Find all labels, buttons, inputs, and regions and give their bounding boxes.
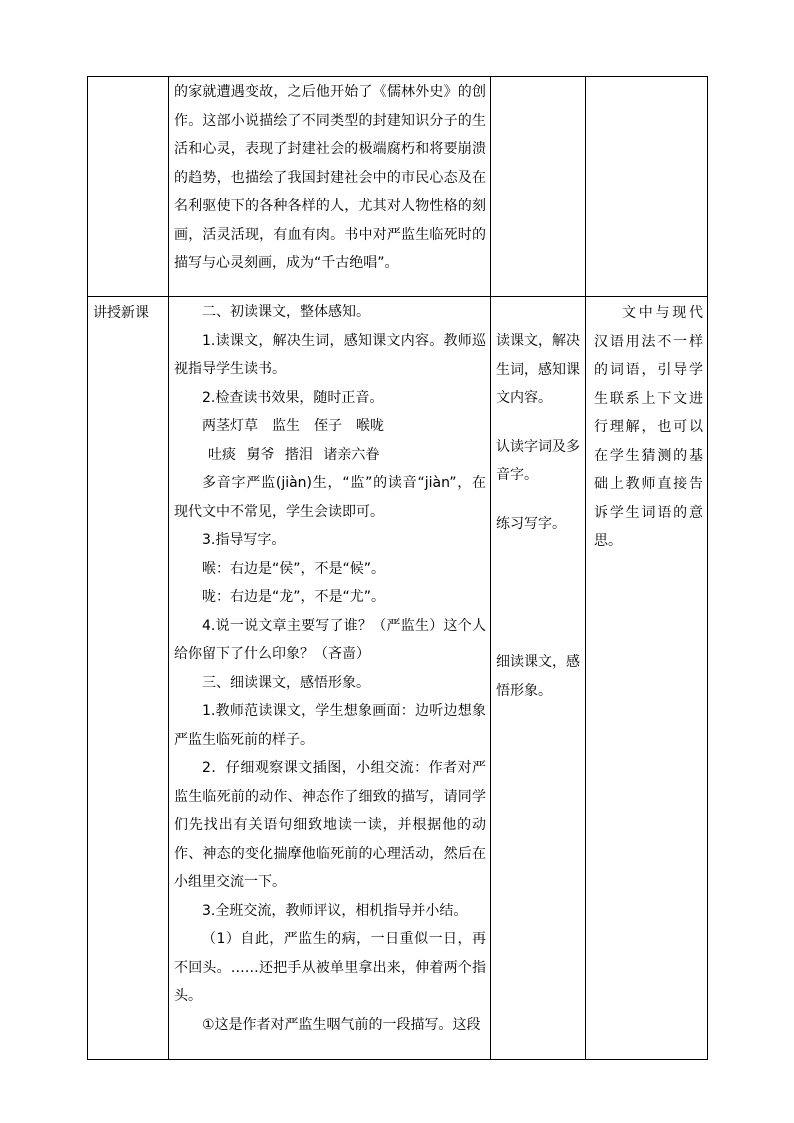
lesson-plan-table [87,76,708,1060]
design-note: 文中与现代汉语用法不一样的词语，引导学生联系上下文进行理解，也可以在学生猜测的基础上教师直接告诉学生词语的意思。 [594,305,703,549]
row2-label-cell [88,297,169,1060]
writing-tip: 喉：右边是“侯”，不是“候”。 [202,560,386,577]
section-heading: 二、初读课文，整体感知。 [202,304,370,320]
table-row [88,77,708,297]
row1-note-cell [586,77,708,297]
row2-note-cell [586,297,708,1060]
step-text: 1.教师范读课文，学生想象画面：边听边想象严监生临死前的样子。 [174,703,486,748]
writing-tip: 咙：右边是“龙”，不是“尤”。 [202,589,386,605]
step-text: 2.检查读书效果，随时正音。 [202,389,384,406]
section-label: 讲授新课 [93,305,149,321]
step-text: 1.读课文，解决生词，感知课文内容。教师巡视指导学生读书。 [174,332,486,377]
vocab-line: 两茎灯草 监生 侄子 喉咙 [202,418,384,434]
analysis-text: ①这是作者对严监生咽气前的一段描写。这段 [202,1016,481,1033]
student-activity: 读课文，解决生词，感知课文内容。 [496,333,580,406]
pronunciation-note: 多音字严监(jiàn)生，“监”的读音“jiàn”，在现代文中不常见，学生会读即可。 [174,475,486,520]
section-heading: 三、细读课文，感悟形象。 [202,674,370,691]
row2-activity-cell [491,297,586,1060]
vocab-line: 吐痰 舅爷 揩泪 诸亲六眷 [208,446,380,463]
step-text: 3.全班交流，教师评议，相机指导并小结。 [202,902,468,919]
row2-content-cell [169,297,491,1060]
step-text: 4.说一说文章主要写了谁？（严监生）这个人给你留下了什么印象？（吝啬） [174,617,486,662]
row1-label-cell [88,77,169,297]
student-activity: 练习写字。 [496,515,566,532]
student-activity: 认读字词及多音字。 [496,438,580,483]
quote-text: （1）自此，严监生的病，一日重似一日，再不回头。……还把手从被单里拿出来，伸着两个指头。 [174,931,486,1004]
table-row [88,297,708,1060]
row1-activity-cell [491,77,586,297]
student-activity: 细读课文，感悟形象。 [496,654,580,699]
step-text: 2．仔细观察课文插图，小组交流：作者对严监生临死前的动作、神态作了细致的描写，请同学们先找出有关语句细致地读一读，并根据他的动作、神态的变化揣摩他临死前的心理活动，然后在小组里交流一下。 [174,760,486,890]
step-text: 3.指导写字。 [202,532,286,548]
row1-content-cell [169,77,491,297]
intro-paragraph: 的家就遭遇变故，之后他开始了《儒林外史》的创作。这部小说描绘了不同类型的封建知识分子的生活和心灵，表现了封建社会的极端腐朽和将要崩溃的趋势，也描绘了我国封建社会中的市民心态及在名利驱使下的各种各样的人，尤其对人物性格的刻画，活灵活现，有血有肉。书中对严监生临死时的描写与心灵刻画，成为“千古绝唱”。 [174,84,486,271]
